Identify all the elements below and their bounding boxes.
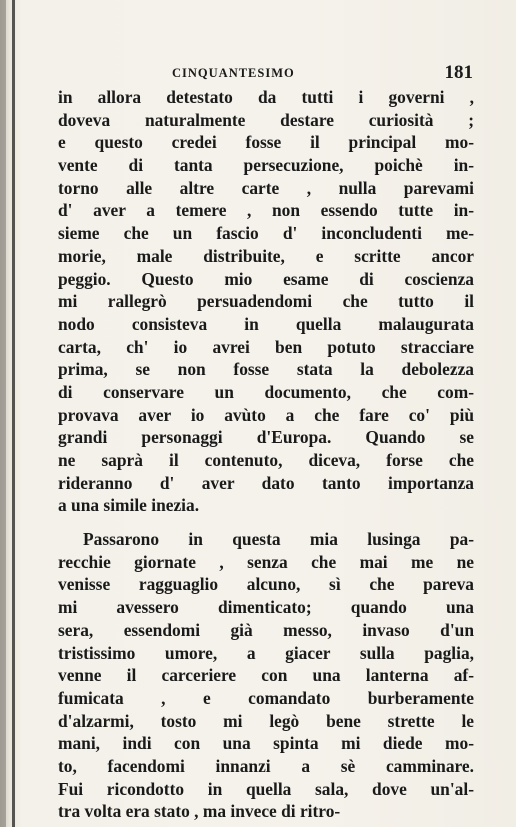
text-line: Passarono in questa mia lusinga pa- <box>83 529 474 550</box>
page-number: 181 <box>444 62 473 83</box>
text-line: venne il carceriere con una lanterna af- <box>58 665 474 686</box>
paragraph-gap <box>58 517 474 528</box>
text-line: prima, se non fosse stata la debolezza <box>58 359 474 380</box>
text-line: torno alle altre carte , nulla parevami <box>58 177 474 198</box>
text-line: recchie giornate , senza che mai me ne <box>58 551 474 572</box>
text-line: provava aver io avùto a che fare co' più <box>58 404 474 425</box>
text-line: tristissimo umore, a giacer sulla paglia, <box>58 642 474 663</box>
text-line: rideranno d' aver dato tanto importanza <box>58 472 474 493</box>
text-line: morie, male distribuite, e scritte ancor <box>58 245 474 266</box>
text-line: sieme che un fascio d' inconcludenti me- <box>58 223 474 244</box>
page-binding-shadow <box>0 0 6 827</box>
text-line: di conservare un documento, che com- <box>58 381 474 402</box>
text-line: Fui ricondotto in quella sala, dove un'al- <box>58 778 474 799</box>
text-line: doveva naturalmente destare curiosità ; <box>58 109 474 130</box>
text-line: d' aver a temere , non essendo tutte in- <box>58 200 474 221</box>
text-line: to, facendomi innanzi a sè camminare. <box>58 755 474 776</box>
text-line: mani, indi con una spinta mi diede mo- <box>58 733 474 754</box>
text-line: in allora detestato da tutti i governi , <box>58 87 474 107</box>
text-line: nodo consisteva in quella malaugurata <box>58 313 474 334</box>
paragraph-1 <box>58 86 474 517</box>
text-line: a una simile inezia. <box>58 495 200 516</box>
running-title: CINQUANTESIMO <box>172 66 295 80</box>
text-line: venisse ragguaglio alcuno, sì che pareva <box>58 574 474 595</box>
text-line: d'alzarmi, tosto mi legò bene strette le <box>58 710 474 731</box>
page-binding-edge <box>12 0 15 827</box>
text-line: grandi personaggi d'Europa. Quando se <box>58 427 474 448</box>
text-line: e questo credei fosse il principal mo- <box>58 132 474 153</box>
text-line: vente di tanta persecuzione, poichè in- <box>58 155 474 176</box>
text-line: tra volta era stato , ma invece di ritro- <box>58 801 341 822</box>
text-line: carta, ch' io avrei ben potuto stracciare <box>58 336 474 357</box>
page-header <box>55 62 473 86</box>
text-line: peggio. Questo mio esame di coscienza <box>58 268 474 289</box>
paragraph-2 <box>58 528 474 823</box>
text-line: sera, essendomi già messo, invaso d'un <box>58 619 474 640</box>
text-line: mi avessero dimenticato; quando una <box>58 597 474 618</box>
text-line: fumicata , e comandato burberamente <box>58 687 474 708</box>
text-line: mi rallegrò persuadendomi che tutto il <box>58 291 474 312</box>
text-line: ne saprà il contenuto, diceva, forse che <box>58 450 474 470</box>
body-text <box>58 86 474 823</box>
